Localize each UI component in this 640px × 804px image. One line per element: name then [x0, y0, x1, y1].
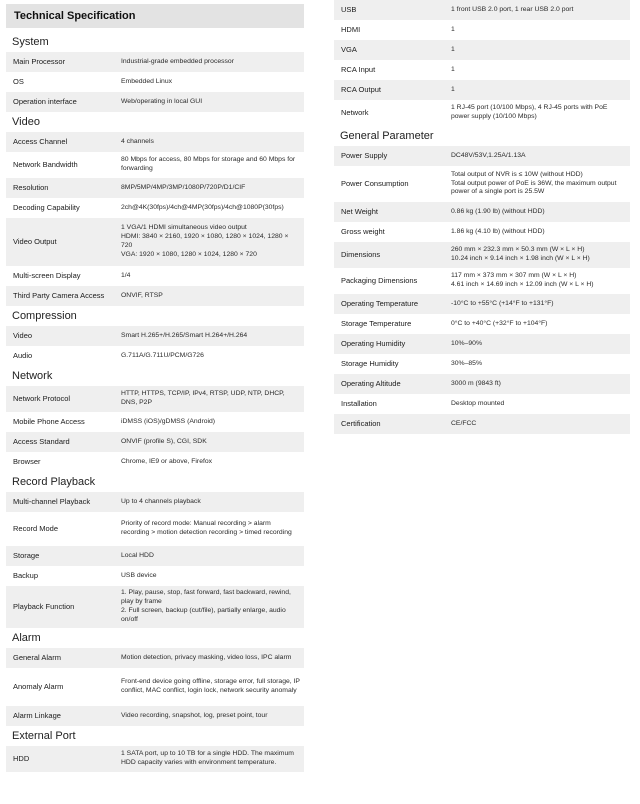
spec-value: Industrial-grade embedded processor: [121, 57, 234, 65]
spec-row: [6, 92, 304, 112]
spec-label: Access Channel: [13, 137, 68, 147]
spec-value: 10%–90%: [451, 339, 482, 347]
spec-label: Anomaly Alarm: [13, 682, 64, 692]
left-sections: [6, 32, 304, 772]
spec-value: iDMSS (iOS)/gDMSS (Android): [121, 417, 216, 425]
spec-label: Video Output: [13, 237, 57, 247]
spec-label: Power Consumption: [341, 179, 409, 189]
spec-value: Total output of NVR is ≤ 10W (without HDD) Total output power of PoE is 36W, the maximum output power of a single port is 25.5W: [451, 170, 617, 196]
spec-label: Access Standard: [13, 437, 70, 447]
spec-label: Browser: [13, 457, 41, 467]
spec-label: Dimensions: [341, 250, 381, 260]
spec-value: HTTP, HTTPS, TCP/IP, IPv4, RTSP, UDP, NTP, DHCP, DNS, P2P: [121, 390, 285, 406]
spec-row: [6, 386, 304, 412]
spec-value: 1 RJ-45 port (10/100 Mbps), 4 RJ-45 ports with PoE power supply (10/100 Mbps): [451, 104, 608, 120]
spec-row: [6, 586, 304, 628]
spec-value: DC48V/53V,1.25A/1.13A: [451, 151, 526, 159]
spec-row: [334, 414, 630, 434]
spec-label: Record Mode: [13, 524, 59, 534]
spec-row: [6, 286, 304, 306]
spec-value: ONVIF, RTSP: [121, 291, 163, 299]
spec-row: [6, 412, 304, 432]
spec-row: [6, 198, 304, 218]
spec-value: 117 mm × 373 mm × 307 mm (W × L × H) 4.61 inch × 14.69 inch × 12.09 inch (W × L × H): [451, 272, 594, 288]
spec-row: [6, 346, 304, 366]
spec-label: Third Party Camera Access: [13, 291, 105, 301]
spec-row: [334, 20, 630, 40]
spec-value: 2ch@4K(30fps)/4ch@4MP(30fps)/4ch@1080P(30fps): [121, 203, 284, 211]
spec-value: 4 channels: [121, 137, 154, 145]
spec-value: 0°C to +40°C (+32°F to +104°F): [451, 319, 548, 327]
section-heading: Network: [12, 370, 53, 382]
spec-value: Local HDD: [121, 551, 154, 559]
spec-label: HDMI: [341, 25, 361, 35]
spec-label: Backup: [13, 571, 39, 581]
spec-label: HDD: [13, 754, 30, 764]
spec-label: Operating Temperature: [341, 299, 418, 309]
spec-row: [334, 0, 630, 20]
spec-row: [334, 100, 630, 126]
spec-row: [6, 452, 304, 472]
spec-row: [6, 432, 304, 452]
spec-value: -10°C to +55°C (+14°F to +131°F): [451, 299, 554, 307]
section-heading: Record Playback: [12, 476, 96, 488]
spec-row: [6, 132, 304, 152]
spec-value: Chrome, IE9 or above, Firefox: [121, 457, 213, 465]
spec-label: Network: [341, 108, 369, 118]
spec-label: Multi-channel Playback: [13, 497, 91, 507]
spec-label: Net Weight: [341, 207, 378, 217]
spec-row: [334, 394, 630, 414]
spec-value: Front-end device going offline, storage error, full storage, IP conflict, MAC conflict, login lock, network security anomaly: [121, 678, 300, 694]
section-heading: System: [12, 36, 49, 48]
spec-value: 80 Mbps for access, 80 Mbps for storage and 60 Mbps for forwarding: [121, 156, 296, 172]
spec-label: Network Protocol: [13, 394, 71, 404]
spec-value: CE/FCC: [451, 419, 477, 427]
spec-label: VGA: [341, 45, 357, 55]
spec-label: Multi-screen Display: [13, 271, 81, 281]
spec-label: General Alarm: [13, 653, 61, 663]
spec-label: Mobile Phone Access: [13, 417, 85, 427]
spec-value: 1: [451, 45, 455, 53]
spec-label: Network Bandwidth: [13, 160, 78, 170]
spec-value: Priority of record mode: Manual recording > alarm recording > motion detection recording > timed recording: [121, 520, 292, 536]
spec-label: Gross weight: [341, 227, 385, 237]
page-title: Technical Specification: [6, 4, 304, 28]
spec-label: Certification: [341, 419, 381, 429]
spec-row: [6, 746, 304, 772]
spec-row: [334, 60, 630, 80]
section-heading: Compression: [12, 310, 77, 322]
spec-label: Resolution: [13, 183, 49, 193]
spec-label: Decoding Capability: [13, 203, 80, 213]
section-heading: Video: [12, 116, 40, 128]
spec-value: Motion detection, privacy masking, video loss, IPC alarm: [121, 653, 292, 661]
spec-row: [6, 152, 304, 178]
spec-row: [334, 242, 630, 268]
spec-row: [334, 146, 630, 166]
spec-value: 0.86 kg (1.90 lb) (without HDD): [451, 207, 545, 215]
spec-value: 1 SATA port, up to 10 TB for a single HDD. The maximum HDD capacity varies with environment temperature.: [121, 750, 294, 766]
spec-label: Main Processor: [13, 57, 66, 67]
spec-value: Smart H.265+/H.265/Smart H.264+/H.264: [121, 331, 248, 339]
spec-value: 1: [451, 25, 455, 33]
spec-value: Up to 4 channels playback: [121, 497, 201, 505]
spec-value: 1/4: [121, 271, 131, 279]
spec-label: Operating Altitude: [341, 379, 401, 389]
spec-value: 1: [451, 65, 455, 73]
spec-value: G.711A/G.711U/PCM/G726: [121, 351, 204, 359]
spec-label: Packaging Dimensions: [341, 276, 418, 286]
spec-value: USB device: [121, 571, 157, 579]
spec-row: [6, 668, 304, 706]
spec-column-right: [334, 0, 630, 434]
spec-label: Installation: [341, 399, 377, 409]
spec-row: [6, 546, 304, 566]
spec-label: Storage Humidity: [341, 359, 399, 369]
spec-row: [6, 492, 304, 512]
spec-row: [334, 294, 630, 314]
spec-label: Operation interface: [13, 97, 77, 107]
spec-row: [334, 222, 630, 242]
spec-label: Audio: [13, 351, 33, 361]
spec-value: 3000 m (9843 ft): [451, 379, 501, 387]
spec-label: Operating Humidity: [341, 339, 406, 349]
spec-row: [6, 512, 304, 546]
right-sections: [334, 0, 630, 434]
spec-row: [334, 80, 630, 100]
spec-row: [6, 218, 304, 266]
spec-row: [334, 314, 630, 334]
spec-column-left: [6, 0, 304, 772]
section-heading: General Parameter: [340, 130, 434, 142]
spec-label: Playback Function: [13, 602, 75, 612]
spec-row: [6, 648, 304, 668]
spec-value: 260 mm × 232.3 mm × 50.3 mm (W × L × H) 10.24 inch × 9.14 inch × 1.98 inch (W × L × H): [451, 246, 590, 262]
spec-label: Storage: [13, 551, 40, 561]
spec-row: [6, 266, 304, 286]
spec-row: [334, 40, 630, 60]
spec-row: [334, 334, 630, 354]
spec-value: ONVIF (profile S), CGI, SDK: [121, 437, 207, 445]
spec-row: [6, 326, 304, 346]
spec-label: RCA Input: [341, 65, 376, 75]
spec-label: USB: [341, 5, 357, 15]
spec-row: [334, 354, 630, 374]
spec-value: 1 VGA/1 HDMI simultaneous video output HDMI: 3840 × 2160, 1920 × 1080, 1280 × 1024, 1280 × 720 VGA: 1920 × 1080, 1280 × 1024, 1280 × 720: [121, 224, 289, 258]
spec-value: 1: [451, 85, 455, 93]
spec-value: 1.86 kg (4.10 lb) (without HDD): [451, 227, 545, 235]
spec-row: [334, 166, 630, 202]
spec-label: Video: [13, 331, 33, 341]
spec-label: Storage Temperature: [341, 319, 412, 329]
spec-row: [334, 202, 630, 222]
spec-row: [334, 268, 630, 294]
spec-value: Web/operating in local GUI: [121, 97, 203, 105]
spec-value: Video recording, snapshot, log, preset point, tour: [121, 711, 268, 719]
spec-value: 1 front USB 2.0 port, 1 rear USB 2.0 port: [451, 5, 574, 13]
spec-label: RCA Output: [341, 85, 382, 95]
spec-row: [6, 706, 304, 726]
spec-row: [6, 566, 304, 586]
spec-row: [6, 178, 304, 198]
spec-value: 1. Play, pause, stop, fast forward, fast backward, rewind, play by frame 2. Full screen, backup (cut/file), partially enlarge, audio on/off: [121, 589, 291, 623]
spec-label: Alarm Linkage: [13, 711, 61, 721]
spec-value: Embedded Linux: [121, 77, 173, 85]
spec-value: 8MP/5MP/4MP/3MP/1080P/720P/D1/CIF: [121, 183, 246, 191]
spec-label: OS: [13, 77, 24, 87]
spec-row: [334, 374, 630, 394]
spec-row: [6, 72, 304, 92]
section-heading: External Port: [12, 730, 76, 742]
spec-label: Power Supply: [341, 151, 388, 161]
spec-value: 30%–85%: [451, 359, 482, 367]
spec-value: Desktop mounted: [451, 399, 505, 407]
spec-row: [6, 52, 304, 72]
section-heading: Alarm: [12, 632, 41, 644]
